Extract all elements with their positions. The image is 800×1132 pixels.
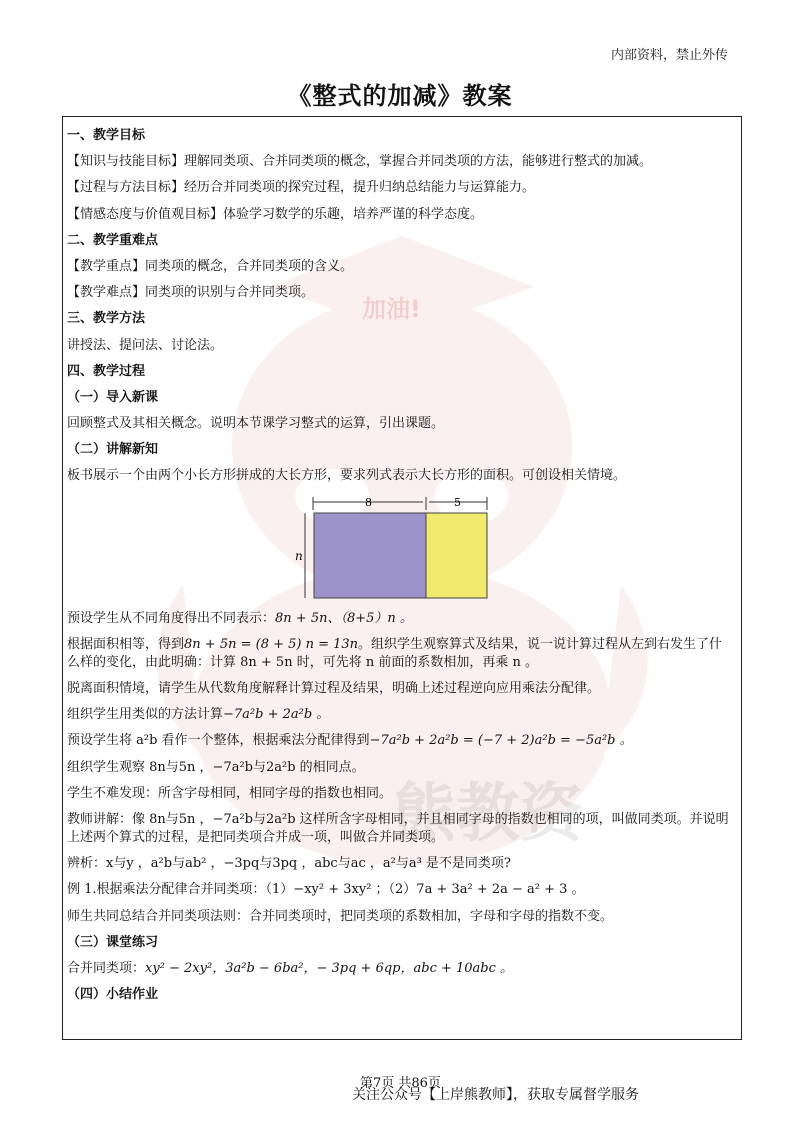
text-line: 回顾整式及其相关概念。说明本节课学习整式的运算，引出课题。 [67,416,445,432]
math-expression: −7a²b + 2a²b = (−7 + 2)a²b = −5a²b 。 [369,733,633,749]
text-line: 板书展示一个由两个小长方形拼成的大长方形，要求列式表示大长方形的面积。可创设相关情境。 [67,468,627,484]
text-span: 预设学生将 a²b 看作一个整体，根据乘法分配律得到 [67,733,370,749]
text-line: 辨析：x与y ，a²b与ab² ，−3pq与3pq ，abc与ac ，a²与a³ 是不是同类项? [67,856,511,872]
text-span: 根据面积相等，得到 [67,636,185,652]
text-line: 师生共同总结合并同类项法则：合并同类项时，把同类项的系数相加，字母和字母的指数不变。 [67,908,614,924]
rectangle-figure [67,494,735,604]
text-line: 脱离面积情境，请学生从代数角度解释计算过程及结果，明确上述过程逆向应用乘法分配律。 [67,681,601,696]
text-line [67,636,735,672]
text-line: 教师讲解：像 8n与5n ，−7a²b与2a²b 这样所含字母相同，并且相同字母的指数也相同的项，叫做同类项。并说明上述两个算式的过程，是把同类项合并成一项，叫做合并同类项。 [67,811,729,845]
confidential-note: 内部资料，禁止外传 [610,48,728,63]
lesson-plan-box [62,116,742,1040]
section-heading: 二、教学重难点 [67,232,159,248]
subsection-heading: （一）导入新课 [67,389,159,405]
height-label: n [295,548,303,563]
text-line [67,960,735,978]
watermark-text: 加油! [362,294,421,323]
text-line: 【教学难点】同类项的识别与合并同类项。 [67,285,315,301]
text-line: 【知识与技能目标】理解同类项、合并同类项的概念，掌握合并同类项的方法，能够进行整式的加减。 [67,154,653,170]
text-span: 预设学生从不同角度得出不同表示： [67,610,276,626]
subsection-heading: （二）讲解新知 [67,442,159,458]
watermark-text-2: 熊教资 [392,777,584,852]
math-expression: 8n + 5n、（8+5）n 。 [275,610,413,626]
text-span: 组织学生用类似的方法计算 [67,707,224,723]
text-line [67,706,735,724]
math-expression: 8n + 5n = (8 + 5) n = 13n [184,636,359,652]
subsection-heading: （三）课堂练习 [67,934,159,950]
math-expression: xy² − 2xy²，3a²b − 6ba²，− 3pq + 6qp，abc + 10abc 。 [145,960,514,976]
text-line: 组织学生观察 8n与5n ，−7a²b与2a²b 的相同点。 [67,759,365,775]
text-line: 【过程与方法目标】经历合并同类项的探究过程，提升归纳总结能力与运算能力。 [67,180,536,196]
text-line: 【情感态度与价值观目标】体验学习数学的乐趣，培养严谨的科学态度。 [67,206,484,222]
width-label-5: 5 [454,495,461,509]
text-line [67,610,735,628]
text-line [67,732,735,750]
math-expression: −7a²b + 2a²b 。 [223,707,330,723]
width-label-8: 8 [365,495,372,509]
section-heading: 三、教学方法 [67,311,146,327]
right-rectangle [426,513,487,598]
subsection-heading: （四）小结作业 [67,987,159,1003]
section-heading: 一、教学目标 [67,128,146,143]
example-line: 例 1.根据乘法分配律合并同类项：（1）−xy² + 3xy² ；（2）7a + 3a² + 2a − a² + 3 。 [67,882,585,898]
page-number: 第7页 共86页 [360,1076,441,1091]
text-span: 。组织学生观察算式及结果，说一说计算过程从左到右发生了什么样的变化，由此明确：计算 8n + 5n 时，可先将 n 前面的系数相加，再乘 n 。 [67,636,723,670]
document-title: 《整式的加减》教案 [287,82,513,110]
section-heading: 四、教学过程 [67,363,146,379]
text-span: 合并同类项： [67,960,146,976]
text-line: 讲授法、提问法、讨论法。 [67,337,224,353]
footer-promo: 关注公众号【上岸熊教师】，获取专属督学服务 [352,1087,639,1103]
text-line: 学生不难发现：所含字母相同，相同字母的指数也相同。 [67,785,393,801]
left-rectangle [314,513,426,598]
text-line: 【教学重点】同类项的概念，合并同类项的含义。 [67,258,354,274]
